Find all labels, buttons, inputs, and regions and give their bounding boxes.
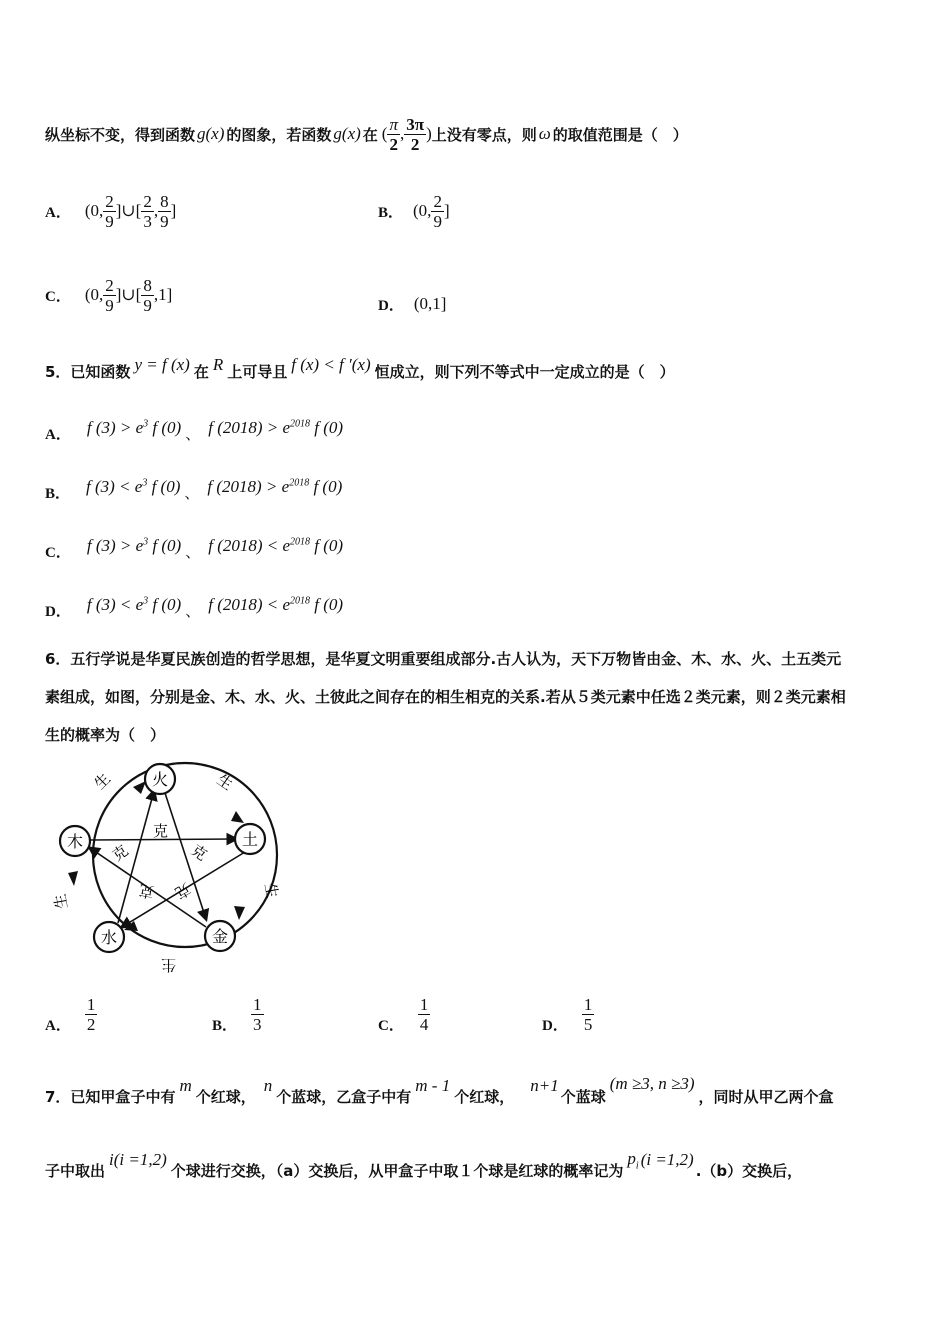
- svg-text:土: 土: [241, 830, 259, 849]
- q6-option-fraction: $\frac{1}{2}$: [86, 994, 96, 1034]
- node-water: [94, 922, 124, 952]
- q5-option[interactable]: [45, 473, 342, 503]
- q5-option-sep: 、: [185, 602, 201, 620]
- q4-interval-open: (: [381, 124, 388, 143]
- q6-option[interactable]: [212, 990, 264, 1038]
- node-metal: [205, 921, 235, 951]
- label-sheng-1: 生: [90, 769, 114, 793]
- q7-p: $p_i$: [627, 1148, 639, 1172]
- q4-text-c: 在: [362, 125, 378, 144]
- q5-option-ineq-2: f $(2018) < e^{2018}$ f (0): [208, 595, 344, 614]
- q5-option-label: B．: [45, 486, 71, 502]
- svg-text:水: 水: [100, 928, 118, 947]
- label-ke-2: 克: [187, 840, 211, 865]
- q5-option[interactable]: [45, 532, 343, 562]
- q6-option-fraction: $\frac{1}{5}$: [583, 994, 593, 1034]
- q4-option-c-label: C．: [45, 288, 71, 305]
- q4-text-b: 的图象，若函数: [226, 125, 332, 144]
- q4-option-d-label: D．: [378, 297, 404, 314]
- q4-interval-close: ): [426, 124, 432, 143]
- q4-option-b[interactable]: B． (0, $\frac{2}{9}$ ]: [378, 191, 450, 231]
- label-ke-4: 克: [137, 880, 156, 902]
- node-fire: [145, 764, 175, 794]
- q6-option[interactable]: [45, 990, 97, 1038]
- q5-option-label: D．: [45, 604, 71, 620]
- label-ke-1: 克: [153, 822, 169, 840]
- label-ke-5: 克: [171, 879, 194, 903]
- label-sheng-4: 生: [160, 956, 176, 974]
- q5-option-label: C．: [45, 545, 71, 561]
- q6-line-2: 素组成，如图，分别是金、木、水、火、土彼此之间存在的相生相克的关系.若从５类元素中任选２类元素，则２类元素相: [45, 688, 846, 706]
- q6-option-label: D．: [542, 1017, 568, 1034]
- q5-option-label: A．: [45, 427, 71, 443]
- q4-stem: [45, 104, 688, 164]
- q5-option[interactable]: [45, 591, 343, 621]
- q5-option-ineq-2: f $(2018) < e^{2018}$ f (0): [208, 536, 344, 555]
- q4-option-d[interactable]: D． (0,1]: [378, 294, 447, 314]
- q5-option-ineq-2: f $(2018) > e^{2018}$ f (0): [208, 418, 344, 437]
- q4-option-a[interactable]: A． (0, $\frac{2}{9}$ ]∪[ $\frac{2}{3}$ , $\frac{8}{9}$ ]: [45, 191, 177, 231]
- label-ke-3: 克: [108, 841, 132, 865]
- q4-gx: g(x): [197, 124, 225, 143]
- q4-option-c[interactable]: C． (0, $\frac{2}{9}$ ]∪[ $\frac{8}{9}$ ,1]: [45, 275, 173, 315]
- q6-option-label: B．: [212, 1017, 238, 1034]
- q5-option-sep: 、: [185, 543, 201, 561]
- q4-interval-comma: ,: [400, 124, 405, 143]
- q4-interval-frac2: $\frac{3\pi}{2}$: [406, 114, 425, 154]
- q5-option-ineq-1: f $(3) > e^3$ f (0): [86, 418, 182, 437]
- svg-text:金: 金: [211, 927, 229, 946]
- q6-option[interactable]: [378, 990, 430, 1038]
- q6-option[interactable]: [542, 990, 594, 1038]
- svg-text:火: 火: [151, 770, 169, 789]
- q4-text-a: 纵坐标不变，得到函数: [45, 125, 196, 144]
- q4-interval-frac1: $\frac{\pi}{2}$: [389, 114, 398, 154]
- q7-line-2: 子中取出 i(i =1,2) 个球进行交换，（a）交换后，从甲盒子中取１个球是红球的概率记为 $p_i$ (i =1,2) .（b）交换后，: [45, 1148, 803, 1180]
- q4-option-b-label: B．: [378, 204, 404, 221]
- wuxing-diagram: [40, 755, 300, 985]
- q5-func: y = f (x): [134, 355, 190, 374]
- q6-line-3: 生的概率为（ ）: [45, 726, 166, 744]
- q5-option-ineq-1: f $(3) < e^3$ f (0): [86, 477, 181, 496]
- q4-omega: ω: [538, 124, 551, 143]
- node-earth: [235, 824, 265, 854]
- q5-option-ineq-2: f $(2018) > e^{2018}$ f (0): [207, 477, 343, 496]
- q5-option-ineq-1: f $(3) < e^3$ f (0): [86, 595, 182, 614]
- q4-option-a-label: A．: [45, 204, 71, 221]
- q5-option-sep: 、: [184, 484, 200, 502]
- q5-stem: 5．已知函数 y = f (x) 在 R 上可导且 f (x) < f ′(x) 恒成立，则下列不等式中一定成立的是（ ）: [45, 355, 675, 381]
- label-sheng-2: 生: [213, 770, 237, 794]
- q6-stem: [45, 640, 846, 754]
- q6-option-label: A．: [45, 1017, 71, 1034]
- node-wood: [60, 826, 90, 856]
- q5-option-sep: 、: [185, 425, 201, 443]
- q6-option-fraction: $\frac{1}{4}$: [419, 994, 429, 1034]
- q5-option[interactable]: [45, 414, 343, 444]
- q5-R: R: [212, 355, 224, 374]
- q6-option-label: C．: [378, 1017, 404, 1034]
- q6-line-1: 6．五行学说是华夏民族创造的哲学思想，是华夏文明重要组成部分.古人认为，天下万物皆由金、木、水、火、土五类元: [45, 650, 842, 668]
- q4-text-d: 上没有零点，则: [431, 125, 537, 144]
- q6-option-fraction: $\frac{1}{3}$: [253, 994, 262, 1034]
- q4-gx2: g(x): [333, 124, 361, 143]
- q7-line-1: 7．已知甲盒子中有 m 个红球， n 个蓝球，乙盒子中有 m - 1 个红球， n+1 个蓝球 (m ≥3, n ≥3) ，同时从甲乙两个盒: [45, 1074, 834, 1106]
- svg-text:木: 木: [66, 832, 84, 851]
- q5-option-ineq-1: f $(3) > e^3$ f (0): [86, 536, 182, 555]
- label-sheng-5: 生: [50, 892, 72, 911]
- q5-condition: f (x) < f ′(x): [291, 355, 371, 374]
- label-sheng-3: 生: [261, 881, 282, 900]
- q4-text-e: 的取值范围是（ ）: [552, 125, 688, 144]
